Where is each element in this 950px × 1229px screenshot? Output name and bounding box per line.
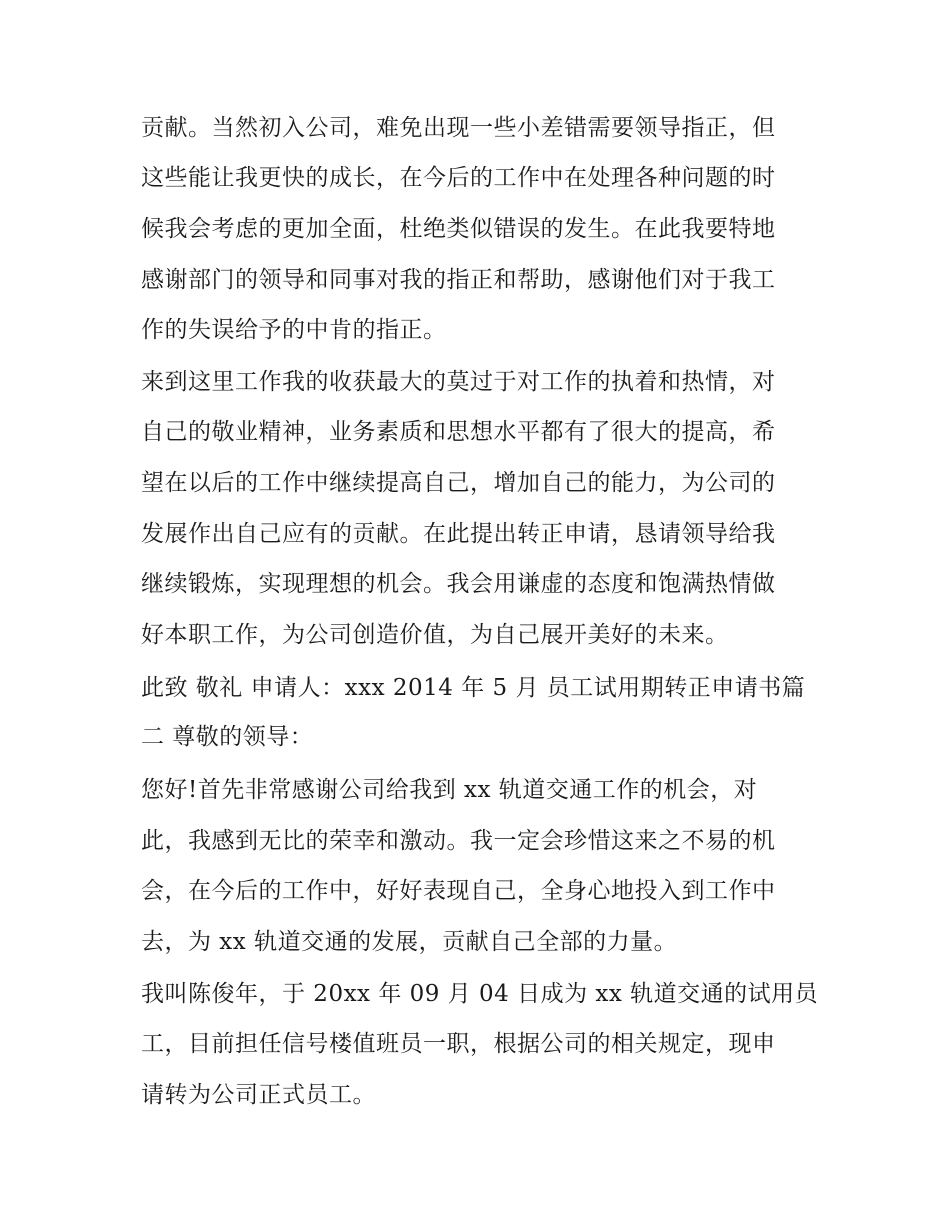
text-line-9: 发展作出自己应有的贡献。在此提出转正申请，恳请领导给我: [141, 521, 776, 547]
text-line-20: 请转为公司正式员工。: [141, 1082, 376, 1108]
text-line-15: 此，我感到无比的荣幸和激动。我一定会珍惜这来之不易的机: [141, 828, 776, 854]
text-line-18: 我叫陈俊年，于 20xx 年 09 月 04 日成为 xx 轨道交通的试用员: [141, 981, 819, 1007]
text-line-17: 去，为 xx 轨道交通的发展，贡献自己全部的力量。: [141, 929, 678, 955]
text-line-1: 贡献。当然初入公司，难免出现一些小差错需要领导指正，但: [141, 115, 776, 141]
text-line-11: 好本职工作，为公司创造价值，为自己展开美好的未来。: [141, 622, 729, 648]
text-line-16: 会，在今后的工作中，好好表现自己，全身心地投入到工作中: [141, 878, 776, 904]
text-line-19: 工，目前担任信号楼值班员一职，根据公司的相关规定，现申: [141, 1031, 776, 1057]
text-line-7: 自己的敬业精神，业务素质和思想水平都有了很大的提高，希: [141, 419, 776, 445]
text-line-14: 您好!首先非常感谢公司给我到 xx 轨道交通工作的机会，对: [141, 777, 758, 803]
text-line-12: 此致 敬礼 申请人：xxx 2014 年 5 月 员工试用期转正申请书篇: [141, 675, 806, 701]
text-line-3: 候我会考虑的更加全面，杜绝类似错误的发生。在此我要特地: [141, 216, 776, 242]
text-line-5: 作的失误给予的中肯的指正。: [141, 317, 447, 343]
text-line-2: 这些能让我更快的成长，在今后的工作中在处理各种问题的时: [141, 165, 776, 191]
text-line-4: 感谢部门的领导和同事对我的指正和帮助，感谢他们对于我工: [141, 267, 776, 293]
text-line-13: 二 尊敬的领导：: [141, 724, 314, 750]
text-line-10: 继续锻炼，实现理想的机会。我会用谦虚的态度和饱满热情做: [141, 571, 776, 597]
text-line-8: 望在以后的工作中继续提高自己，增加自己的能力，为公司的: [141, 470, 776, 496]
text-line-6: 来到这里工作我的收获最大的莫过于对工作的执着和热情，对: [141, 369, 776, 395]
